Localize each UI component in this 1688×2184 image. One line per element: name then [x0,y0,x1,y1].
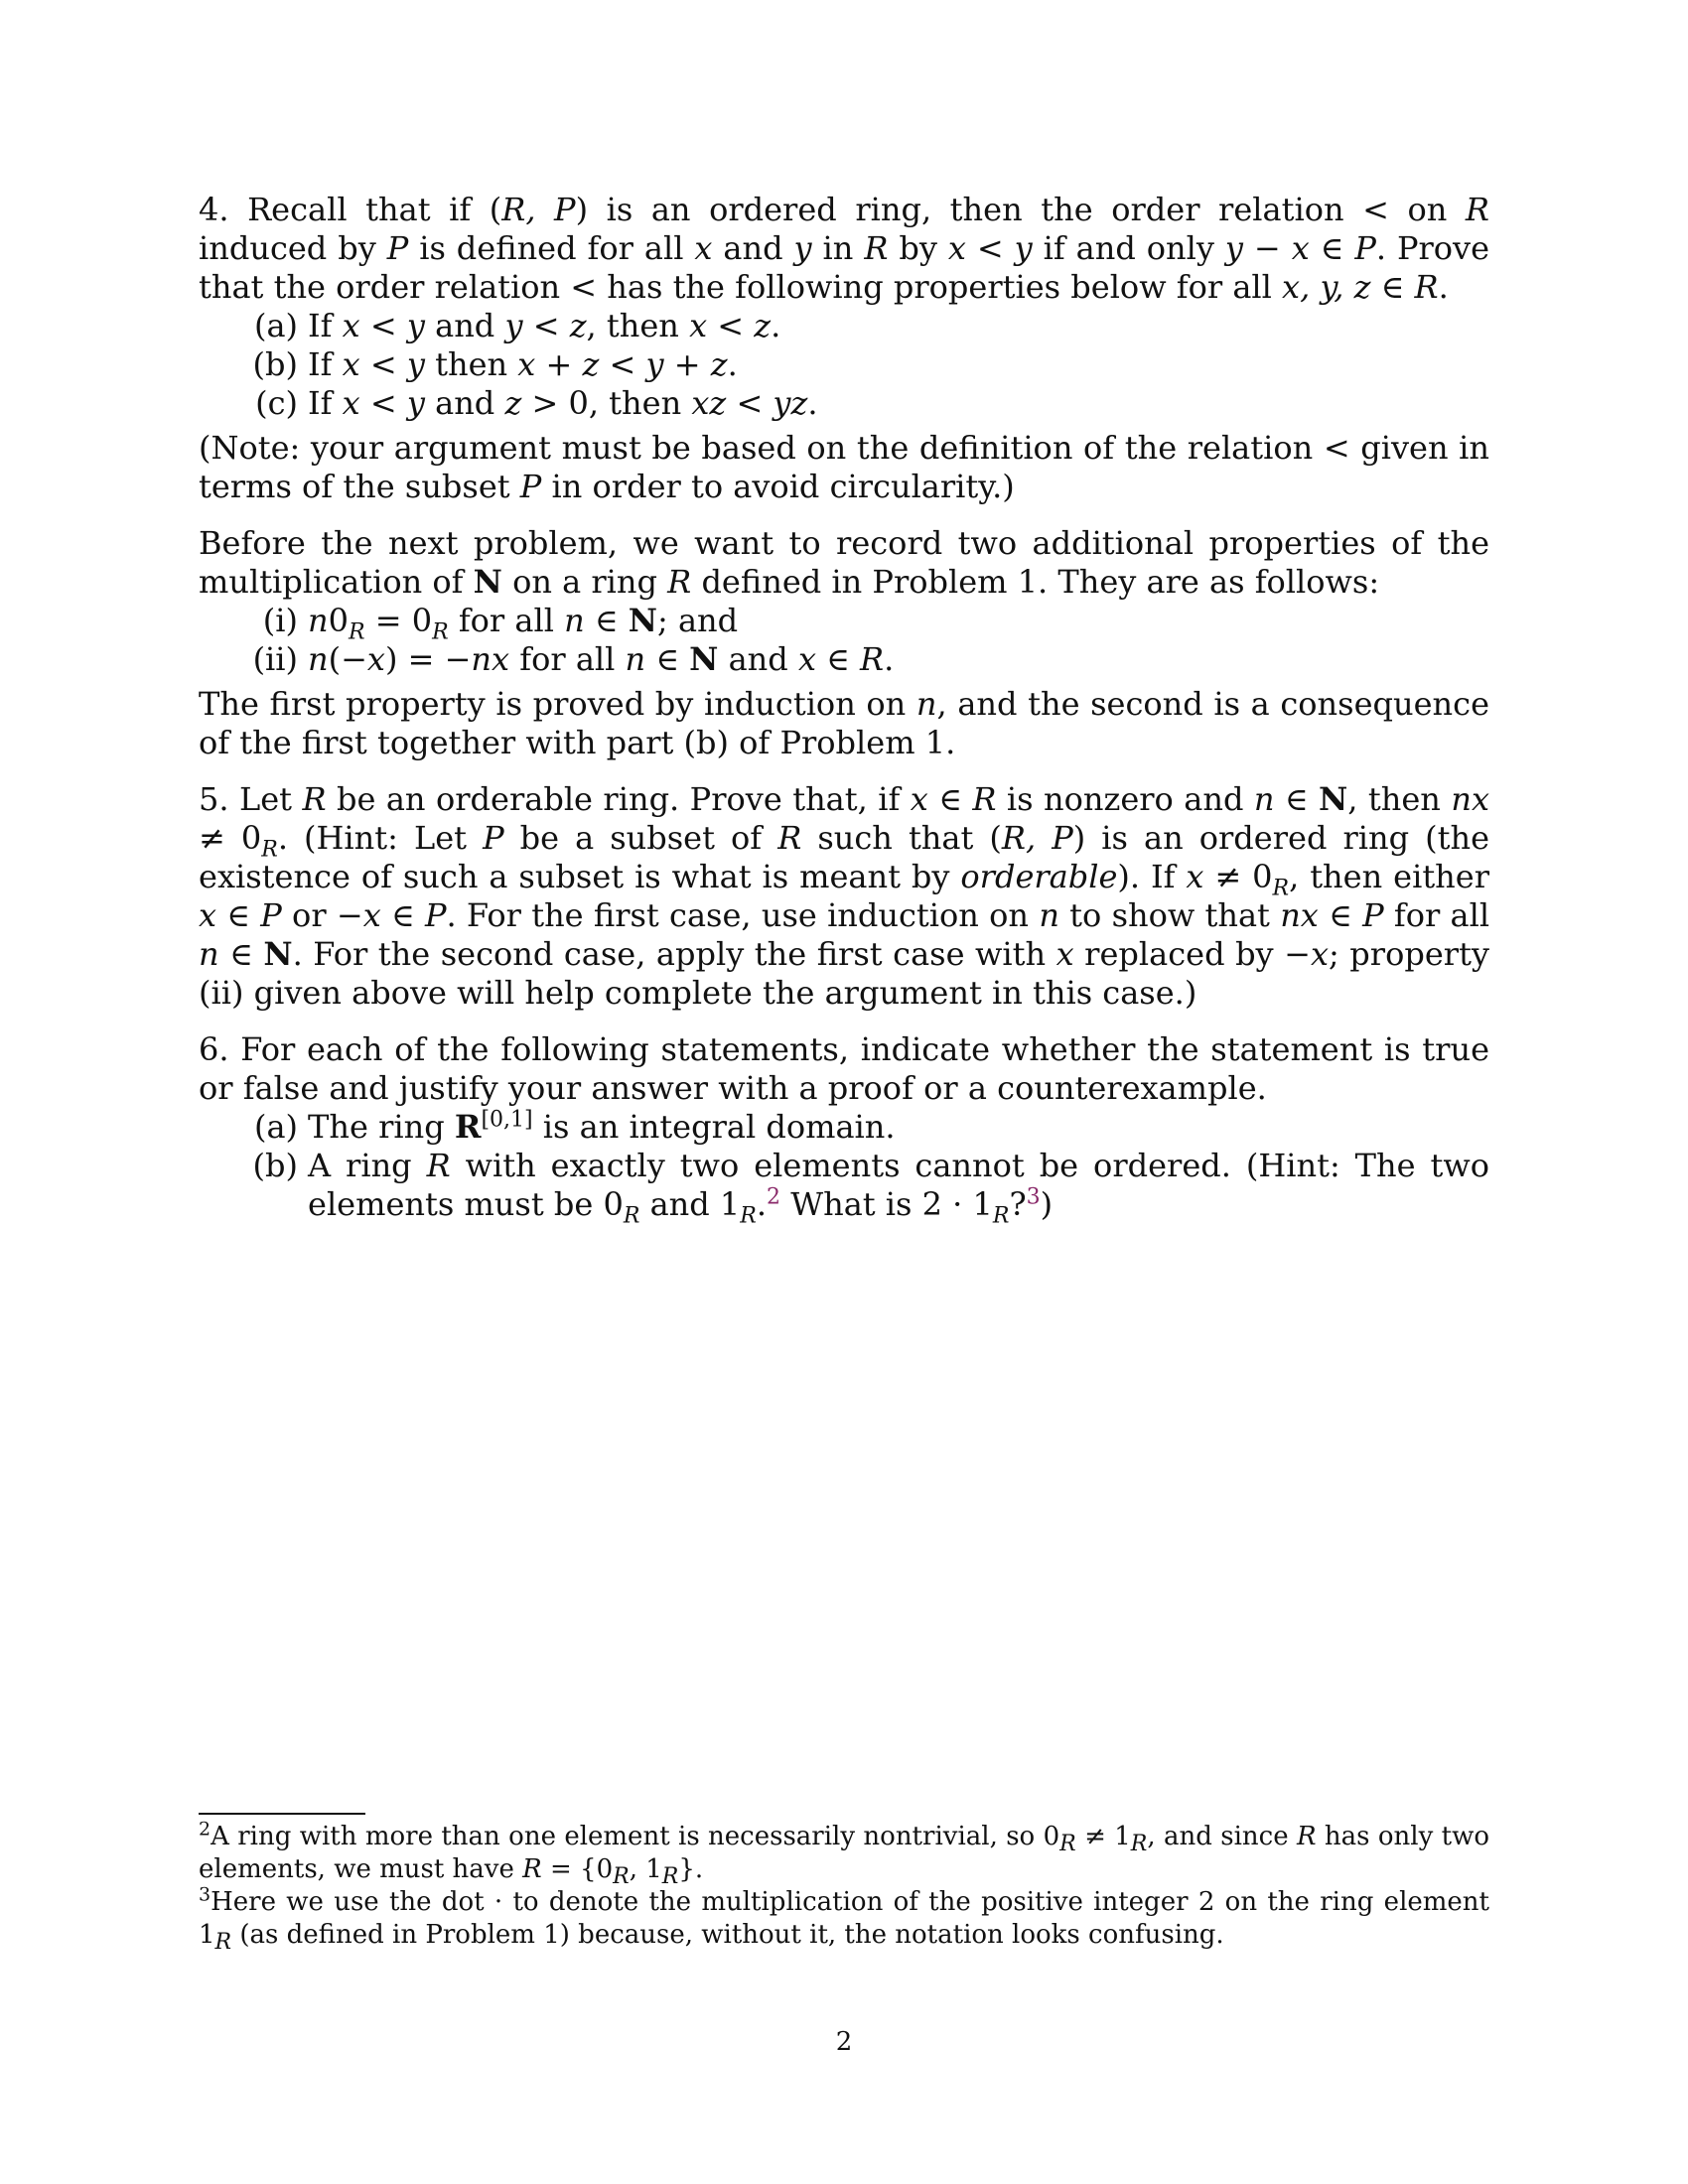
interlude-intro: Before the next problem, we want to record two additional properties of the multiplication of N on a ring R defined in Problem 1. They are as follows: [199,524,1489,601]
footnote-rule [199,1813,365,1815]
problem-5: 5. Let R be an orderable ring. Prove that, if x ∈ R is nonzero and n ∈ N, then nx ≠ $0_R$. (Hint: Let P be a subset of R such that (R, P) is an ordered ring (the existence of such a subset is what is meant by orderable). If $x \ne 0_R$, then either x ∈ P or −x ∈ P. For the first case, use induction on n to show that nx ∈ P for all n ∈ N. For the second case, apply the first case with x replaced by −x; property (ii) given above will help complete the argument in this case.) [199,780,1490,1012]
footnote-2: $^2$A ring with more than one element is necessarily nontrivial, so $0_R \ne 1_R$, and since R has only two elements, we must have $R = \{0_R$, $1_R$}. [199,1818,1489,1890]
problem-4-part-a: (a) If x < y and y < z, then x < z. [253,307,781,344]
footnote-3: $^3$Here we use the dot · to denote the multiplication of the positive integer 2 on the ring element $1_R$ (as defined in Problem 1) because, without it, the notation looks confusing. [199,1883,1489,1956]
problem-4-note: (Note: your argument must be based on the definition of the relation < given in terms of the subset P in order to avoid circularity.) [199,429,1489,505]
property-ii: (ii) n(−x) = −nx for all n ∈ N and x ∈ R. [252,640,895,678]
footnotes [199,1813,1489,1956]
problem-6-part-a: (a) The ring R[0,1] is an integral domain. [253,1107,896,1146]
interlude-outro: The first property is proved by induction on n, and the second is a consequence of the first together with part (b) of Problem 1. [199,685,1490,761]
page-number: 2 [835,2027,853,2057]
problem-6-part-b: (b) A ring R with exactly two elements cannot be ordered. (Hint: The two elements must be $0_R$ and $1_R.^2$ What is $2 \cdot 1_R?^3$) [252,1147,1490,1229]
problem-4-part-b: (b) If x < y then x + z < y + z. [252,345,738,383]
property-i: (i) $n0_R = 0_R$ for all n ∈ N; and [262,602,739,645]
problem-4-intro: 4. Recall that if (R, P) is an ordered ring, then the order relation < on R induced by P is defined for all x and y in R by x < y if and only y − x ∈ P. Prove that the order relation < has the following properties below for all x, y, z ∈ R. [199,191,1490,306]
problem-6-intro: 6. For each of the following statements, indicate whether the statement is true or false and justify your answer with a proof or a counterexample. [199,1030,1489,1107]
problem-4-part-c: (c) If x < y and z > 0, then xz < yz. [255,384,818,422]
document-body [199,191,1490,1229]
